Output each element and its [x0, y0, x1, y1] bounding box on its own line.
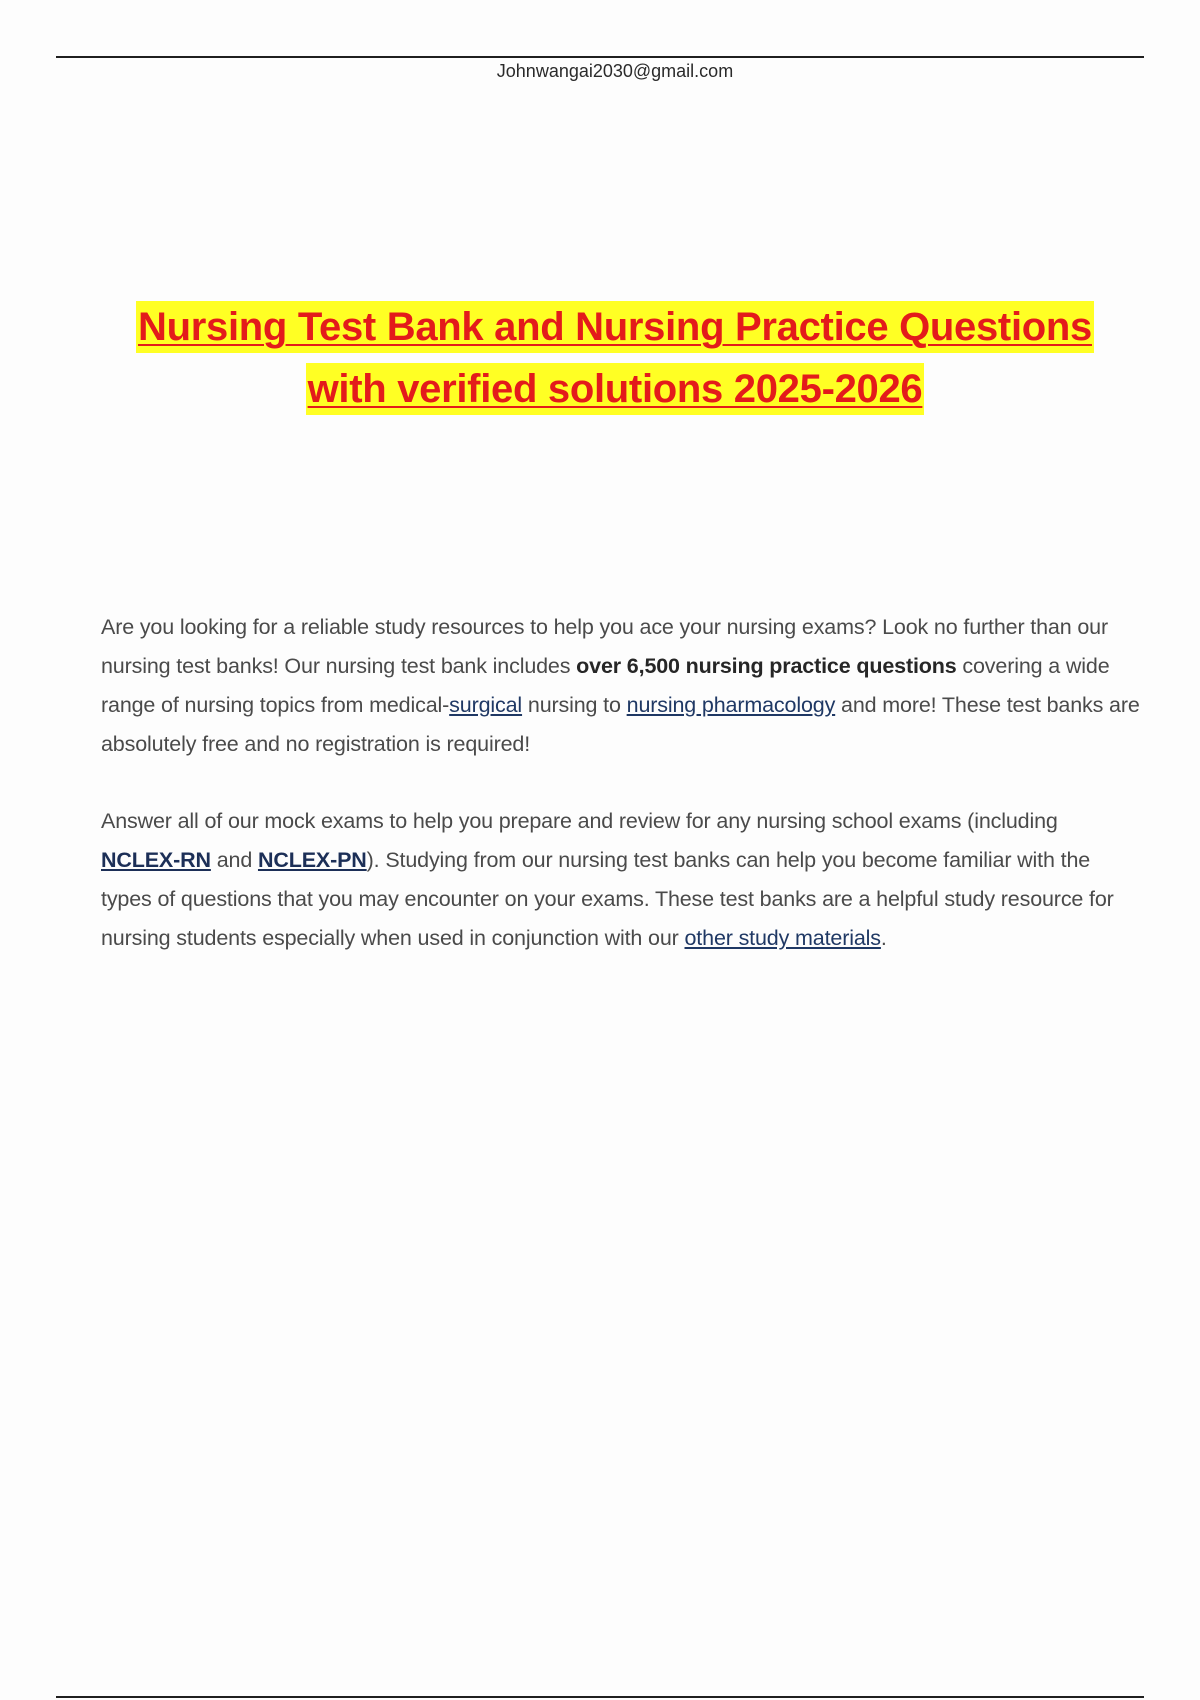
paragraph-text: and more! These test banks are absolutely free and no registration is required! — [101, 693, 1140, 756]
intro-paragraph — [101, 608, 1141, 764]
paragraph-text: . — [880, 926, 887, 950]
other-study-materials-link[interactable]: other study materials — [684, 926, 881, 950]
header-rule — [56, 56, 1144, 58]
paragraph-text: nursing to — [522, 693, 627, 717]
exam-paragraph — [101, 802, 1141, 958]
paragraph-text: ). Studying from our nursing test banks can help you become familiar with the types of questions that you may encounter on your exams. These test banks are a helpful study resource for nursing students especially when used in conjunction with our — [101, 848, 1114, 950]
paragraph-text: and — [210, 848, 258, 872]
header-email: Johnwangai2030@gmail.com — [496, 61, 734, 81]
nursing-pharmacology-link[interactable]: nursing pharmacology — [626, 693, 836, 717]
title-line-2: with verified solutions 2025-2026 — [306, 363, 925, 415]
footer-rule — [56, 1696, 1144, 1698]
paragraph-text: covering a wide range of nursing topics from medical- — [101, 654, 1110, 717]
nclex-rn-link[interactable]: NCLEX-RN — [101, 848, 211, 872]
paragraph-text: Are you looking for a reliable study resources to help you ace your nursing exams? Look no further than our nursing test banks! Our nursing test bank includes — [101, 615, 1108, 678]
surgical-link[interactable]: surgical — [449, 693, 523, 717]
bold-highlight: over 6,500 nursing practice questions — [576, 654, 957, 678]
document-title — [60, 296, 1170, 420]
paragraph-text: Answer all of our mock exams to help you prepare and review for any nursing school exams (including — [101, 809, 1058, 833]
title-line-1: Nursing Test Bank and Nursing Practice Questions — [136, 301, 1094, 353]
nclex-pn-link[interactable]: NCLEX-PN — [257, 848, 367, 872]
